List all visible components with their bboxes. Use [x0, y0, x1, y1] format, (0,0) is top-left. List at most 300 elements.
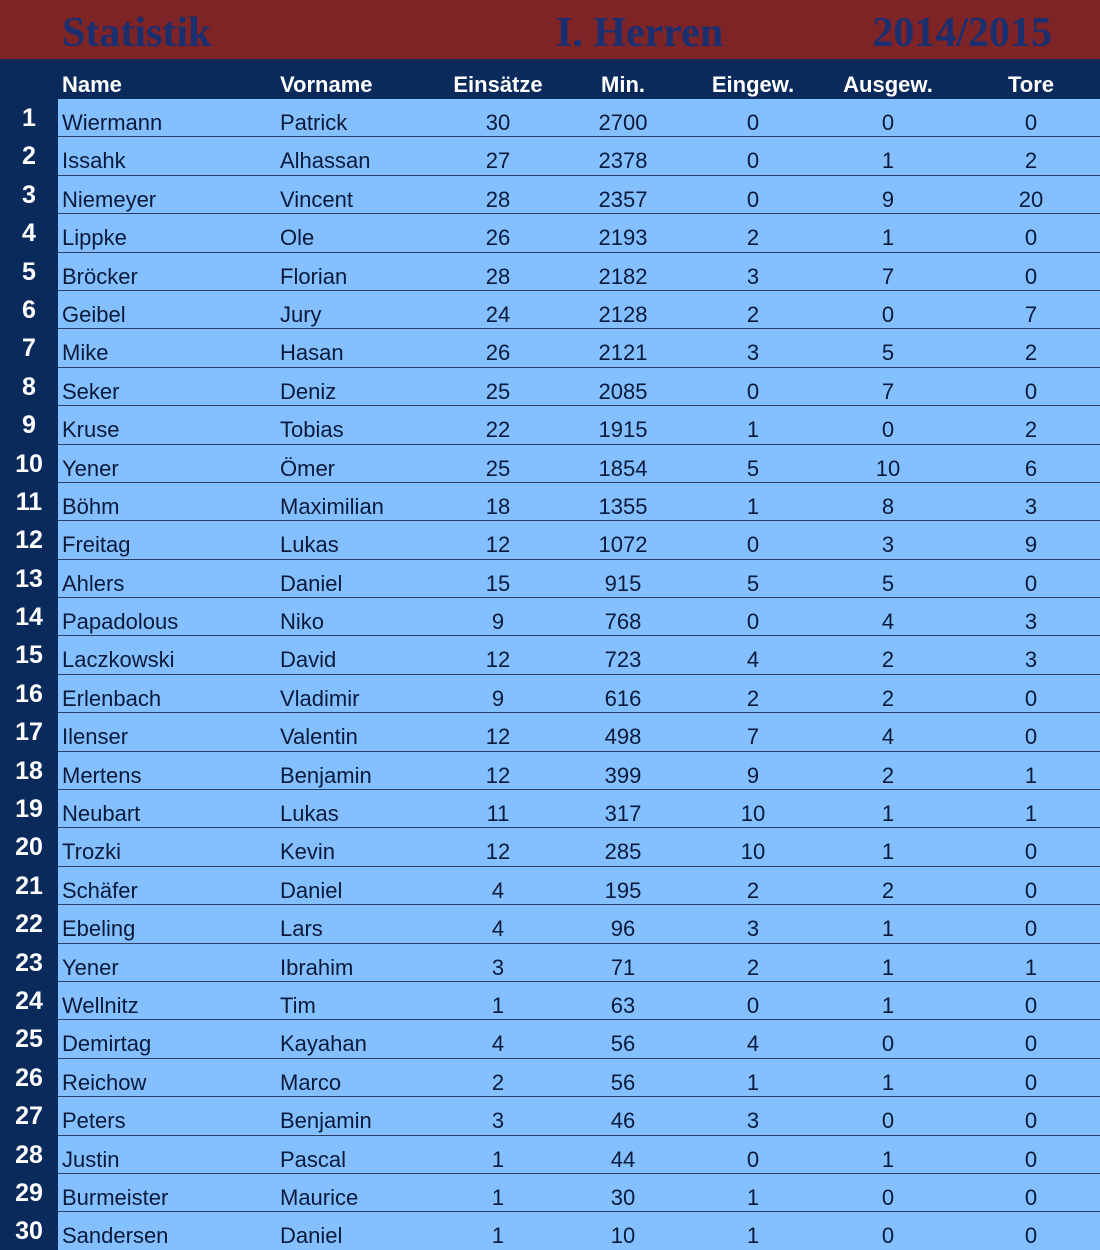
row-data: [58, 291, 1100, 329]
table-row: [0, 291, 1100, 329]
season-label: 2014/2015: [872, 10, 1052, 56]
minutes-cell: 56: [610, 1031, 636, 1057]
player-last-name: Trozki: [62, 839, 122, 865]
minutes-cell: 498: [604, 724, 642, 750]
subbed-out-cell: 0: [881, 1108, 895, 1134]
row-data: [58, 713, 1100, 751]
subbed-out-cell: 1: [881, 225, 895, 251]
table-row: [0, 483, 1100, 521]
appearances-cell: 27: [485, 148, 511, 174]
row-rank: 11: [0, 483, 58, 521]
table-row: [0, 944, 1100, 982]
minutes-cell: 2357: [598, 186, 648, 212]
goals-cell: 0: [1024, 877, 1038, 903]
row-data: [58, 99, 1100, 137]
player-first-name: Tim: [280, 992, 316, 1018]
appearances-cell: 1: [491, 1223, 505, 1249]
row-data: [58, 1097, 1100, 1135]
subbed-out-cell: 1: [881, 1146, 895, 1172]
player-last-name: Laczkowski: [62, 647, 175, 673]
subbed-in-cell: 7: [746, 724, 760, 750]
goals-cell: 0: [1024, 1108, 1038, 1134]
minutes-cell: 768: [604, 609, 642, 635]
table-row: [0, 99, 1100, 137]
subbed-in-cell: 1: [746, 493, 760, 519]
subbed-in-cell: 0: [746, 110, 760, 135]
player-first-name: Kevin: [280, 839, 336, 865]
column-header-name: Name: [62, 72, 122, 97]
minutes-cell: 1355: [598, 493, 648, 519]
player-first-name: Niko: [280, 609, 325, 635]
row-data: [58, 828, 1100, 866]
appearances-cell: 3: [491, 1108, 505, 1134]
minutes-cell: 285: [604, 839, 642, 865]
row-rank: 4: [0, 214, 58, 252]
appearances-cell: 12: [485, 839, 511, 865]
row-rank: 12: [0, 521, 58, 559]
goals-cell: 7: [1024, 301, 1038, 327]
row-rank: 1: [0, 99, 58, 137]
table-row: [0, 982, 1100, 1020]
player-first-name: Daniel: [280, 570, 343, 596]
table-row: [0, 905, 1100, 943]
player-last-name: Yener: [62, 954, 119, 980]
minutes-cell: 1915: [598, 417, 648, 443]
player-last-name: Sandersen: [62, 1223, 169, 1249]
appearances-cell: 1: [491, 1146, 505, 1172]
player-first-name: Ibrahim: [280, 954, 354, 980]
minutes-cell: 399: [604, 762, 642, 788]
subbed-out-cell: 5: [881, 570, 895, 596]
table-row: [0, 176, 1100, 214]
row-data: [58, 253, 1100, 291]
minutes-cell: 2121: [598, 340, 648, 366]
minutes-cell: 2193: [598, 225, 648, 251]
appearances-cell: 4: [491, 1031, 505, 1057]
table-row: [0, 1059, 1100, 1097]
subbed-out-cell: 0: [881, 1223, 895, 1249]
row-data: [58, 944, 1100, 982]
goals-cell: 3: [1024, 647, 1038, 673]
player-first-name: Benjamin: [280, 762, 372, 788]
player-last-name: Issahk: [62, 148, 126, 174]
table-row: [0, 253, 1100, 291]
appearances-cell: 12: [485, 724, 511, 750]
player-first-name: Lars: [280, 916, 323, 942]
player-first-name: Jury: [280, 301, 322, 327]
goals-cell: 1: [1024, 762, 1038, 788]
player-first-name: Maurice: [280, 1184, 359, 1210]
minutes-cell: 10: [610, 1223, 636, 1249]
player-first-name: Lukas: [280, 801, 339, 827]
player-last-name: Kruse: [62, 417, 120, 443]
row-data: [58, 598, 1100, 636]
player-last-name: Ebeling: [62, 916, 136, 942]
row-rank: 25: [0, 1020, 58, 1058]
subbed-in-cell: 0: [746, 992, 760, 1018]
goals-cell: 0: [1024, 839, 1038, 865]
row-rank: 8: [0, 368, 58, 406]
table-row: [0, 1097, 1100, 1135]
subbed-in-cell: 9: [746, 762, 760, 788]
subbed-in-cell: 0: [746, 148, 760, 174]
appearances-cell: 15: [485, 570, 511, 596]
appearances-cell: 25: [485, 378, 511, 404]
row-data: [58, 521, 1100, 559]
table-row: [0, 752, 1100, 790]
player-first-name: Pascal: [280, 1146, 347, 1172]
appearances-cell: 2: [491, 1069, 505, 1095]
table-row: [0, 636, 1100, 674]
row-rank: 24: [0, 982, 58, 1020]
row-data: [58, 675, 1100, 713]
row-data: [58, 445, 1100, 483]
subbed-out-cell: 4: [881, 609, 895, 635]
row-data: [58, 137, 1100, 175]
row-data: [58, 329, 1100, 367]
row-data: [58, 406, 1100, 444]
appearances-cell: 26: [485, 225, 511, 251]
row-data: [58, 368, 1100, 406]
minutes-cell: 2700: [598, 110, 648, 135]
subbed-out-cell: 2: [881, 685, 895, 711]
appearances-cell: 3: [491, 954, 505, 980]
subbed-in-cell: 10: [740, 839, 766, 865]
subbed-out-cell: 2: [881, 647, 895, 673]
player-first-name: Daniel: [280, 1223, 343, 1249]
row-data: [58, 483, 1100, 521]
row-data: [58, 905, 1100, 943]
player-first-name: Valentin: [280, 724, 358, 750]
goals-cell: 2: [1024, 148, 1038, 174]
appearances-cell: 11: [486, 801, 510, 827]
table-row: [0, 445, 1100, 483]
goals-cell: 0: [1024, 1184, 1038, 1210]
minutes-cell: 56: [610, 1069, 636, 1095]
subbed-out-cell: 1: [881, 148, 895, 174]
column-header-ausgew: Ausgew.: [843, 72, 933, 97]
row-rank: 6: [0, 291, 58, 329]
subbed-in-cell: 10: [740, 801, 766, 827]
goals-cell: 0: [1024, 685, 1038, 711]
appearances-cell: 26: [485, 340, 511, 366]
row-data: [58, 214, 1100, 252]
row-rank: 9: [0, 406, 58, 444]
appearances-cell: 4: [491, 916, 505, 942]
subbed-out-cell: 1: [881, 1069, 895, 1095]
player-first-name: Lukas: [280, 532, 339, 558]
goals-cell: 2: [1024, 417, 1038, 443]
minutes-cell: 30: [610, 1184, 636, 1210]
table-row: [0, 521, 1100, 559]
subbed-out-cell: 2: [881, 877, 895, 903]
player-last-name: Reichow: [62, 1069, 147, 1095]
appearances-cell: 9: [491, 685, 505, 711]
player-last-name: Mertens: [62, 762, 142, 788]
player-last-name: Justin: [62, 1146, 120, 1172]
goals-cell: 0: [1024, 263, 1038, 289]
player-first-name: Vincent: [280, 186, 353, 212]
row-rank: 21: [0, 867, 58, 905]
row-rank: 30: [0, 1212, 58, 1250]
subbed-out-cell: 10: [875, 455, 901, 481]
player-last-name: Peters: [62, 1108, 126, 1134]
table-row: [0, 598, 1100, 636]
minutes-cell: 195: [604, 877, 642, 903]
appearances-cell: 4: [491, 877, 505, 903]
player-last-name: Geibel: [62, 301, 126, 327]
row-data: [58, 982, 1100, 1020]
player-last-name: Erlenbach: [62, 685, 162, 711]
subbed-out-cell: 0: [881, 417, 895, 443]
subbed-in-cell: 0: [746, 378, 760, 404]
table-row: [0, 560, 1100, 598]
player-first-name: Ömer: [280, 455, 335, 481]
goals-cell: 3: [1024, 493, 1038, 519]
table-row: [0, 1020, 1100, 1058]
player-last-name: Ilenser: [62, 724, 129, 750]
minutes-cell: 1854: [598, 455, 648, 481]
player-first-name: Patrick: [280, 110, 348, 135]
appearances-cell: 12: [485, 647, 511, 673]
player-first-name: Maximilian: [280, 493, 384, 519]
column-header-min: Min.: [601, 72, 645, 97]
row-data: [58, 176, 1100, 214]
player-first-name: Daniel: [280, 877, 343, 903]
row-rank: 26: [0, 1059, 58, 1097]
subbed-in-cell: 1: [746, 1069, 760, 1095]
goals-cell: 0: [1024, 1031, 1038, 1057]
table-row: [0, 828, 1100, 866]
subbed-in-cell: 0: [746, 532, 760, 558]
subbed-in-cell: 0: [746, 1146, 760, 1172]
player-last-name: Burmeister: [62, 1184, 169, 1210]
row-rank: 14: [0, 598, 58, 636]
row-rank: 29: [0, 1174, 58, 1212]
row-rank: 5: [0, 253, 58, 291]
player-first-name: Deniz: [280, 378, 337, 404]
player-first-name: Hasan: [280, 340, 344, 366]
goals-cell: 0: [1024, 225, 1038, 251]
goals-cell: 20: [1018, 186, 1044, 212]
player-last-name: Böhm: [62, 493, 120, 519]
subbed-out-cell: 5: [881, 340, 895, 366]
goals-cell: 0: [1024, 110, 1038, 135]
table-row: [0, 329, 1100, 367]
subbed-out-cell: 1: [881, 954, 895, 980]
subbed-out-cell: 7: [881, 263, 895, 289]
appearances-cell: 1: [491, 1184, 505, 1210]
row-data: [58, 1059, 1100, 1097]
minutes-cell: 2182: [598, 263, 648, 289]
team-name: I. Herren: [556, 10, 724, 56]
row-data: [58, 790, 1100, 828]
subbed-out-cell: 8: [881, 493, 895, 519]
table-row: [0, 214, 1100, 252]
goals-cell: 0: [1024, 570, 1038, 596]
subbed-in-cell: 2: [746, 685, 760, 711]
player-last-name: Bröcker: [62, 263, 138, 289]
row-data: [58, 752, 1100, 790]
table-row: [0, 406, 1100, 444]
table-row: [0, 713, 1100, 751]
subbed-out-cell: 1: [881, 801, 895, 827]
subbed-in-cell: 2: [746, 877, 760, 903]
goals-cell: 0: [1024, 1146, 1038, 1172]
minutes-cell: 1072: [598, 532, 648, 558]
minutes-cell: 46: [610, 1108, 636, 1134]
table-body: [0, 99, 1100, 1250]
subbed-out-cell: 1: [881, 839, 895, 865]
goals-cell: 1: [1024, 954, 1038, 980]
table-row: [0, 675, 1100, 713]
row-rank: 10: [0, 445, 58, 483]
minutes-cell: 2128: [598, 301, 648, 327]
minutes-cell: 317: [604, 801, 642, 827]
player-last-name: Ahlers: [62, 570, 125, 596]
appearances-cell: 24: [485, 301, 511, 327]
subbed-out-cell: 2: [881, 762, 895, 788]
row-rank: 27: [0, 1097, 58, 1135]
subbed-in-cell: 4: [746, 647, 760, 673]
player-first-name: Marco: [280, 1069, 342, 1095]
appearances-cell: 28: [485, 263, 511, 289]
subbed-in-cell: 1: [746, 1223, 760, 1249]
goals-cell: 2: [1024, 340, 1038, 366]
table-row: [0, 867, 1100, 905]
player-last-name: Niemeyer: [62, 186, 157, 212]
player-last-name: Seker: [62, 378, 120, 404]
row-rank: 20: [0, 828, 58, 866]
goals-cell: 0: [1024, 378, 1038, 404]
subbed-in-cell: 1: [746, 417, 760, 443]
row-data: [58, 1174, 1100, 1212]
appearances-cell: 18: [485, 493, 511, 519]
column-header-einsaetze: Einsätze: [453, 72, 543, 97]
goals-cell: 6: [1024, 455, 1038, 481]
subbed-in-cell: 5: [746, 570, 760, 596]
subbed-in-cell: 3: [746, 263, 760, 289]
row-rank: 3: [0, 176, 58, 214]
minutes-cell: 96: [610, 916, 636, 942]
row-rank: 17: [0, 713, 58, 751]
subbed-out-cell: 1: [881, 992, 895, 1018]
player-first-name: Benjamin: [280, 1108, 372, 1134]
goals-cell: 0: [1024, 724, 1038, 750]
minutes-cell: 616: [604, 685, 642, 711]
player-first-name: Ole: [280, 225, 315, 251]
subbed-in-cell: 1: [746, 1184, 760, 1210]
appearances-cell: 25: [485, 455, 511, 481]
appearances-cell: 9: [491, 609, 505, 635]
table-row: [0, 1136, 1100, 1174]
goals-cell: 1: [1024, 801, 1038, 827]
row-rank: 22: [0, 905, 58, 943]
subbed-out-cell: 0: [881, 301, 895, 327]
row-rank: 2: [0, 137, 58, 175]
appearances-cell: 1: [491, 992, 505, 1018]
row-data: [58, 1212, 1100, 1250]
row-data: [58, 560, 1100, 598]
subbed-out-cell: 0: [881, 110, 895, 135]
row-rank: 28: [0, 1136, 58, 1174]
player-first-name: Vladimir: [280, 685, 360, 711]
goals-cell: 0: [1024, 992, 1038, 1018]
row-rank: 19: [0, 790, 58, 828]
player-first-name: Alhassan: [280, 148, 371, 174]
row-rank: 23: [0, 944, 58, 982]
appearances-cell: 30: [485, 110, 511, 135]
goals-cell: 0: [1024, 916, 1038, 942]
row-data: [58, 867, 1100, 905]
subbed-in-cell: 0: [746, 186, 760, 212]
minutes-cell: 723: [604, 647, 642, 673]
subbed-in-cell: 5: [746, 455, 760, 481]
player-last-name: Wiermann: [62, 110, 163, 135]
subbed-out-cell: 0: [881, 1184, 895, 1210]
subbed-in-cell: 2: [746, 301, 760, 327]
player-first-name: Tobias: [280, 417, 344, 443]
table-row: [0, 1174, 1100, 1212]
table-row: [0, 1212, 1100, 1250]
subbed-out-cell: 3: [881, 532, 895, 558]
player-last-name: Lippke: [62, 225, 127, 251]
player-last-name: Wellnitz: [62, 992, 139, 1018]
goals-cell: 3: [1024, 609, 1038, 635]
column-header-tore: Tore: [1007, 72, 1055, 97]
player-last-name: Freitag: [62, 532, 131, 558]
minutes-cell: 71: [610, 954, 636, 980]
goals-cell: 0: [1024, 1069, 1038, 1095]
row-data: [58, 1136, 1100, 1174]
player-last-name: Neubart: [62, 801, 141, 827]
player-last-name: Mike: [62, 340, 109, 366]
subbed-out-cell: 9: [881, 186, 895, 212]
row-data: [58, 636, 1100, 674]
subbed-out-cell: 1: [881, 916, 895, 942]
sheet-title: Statistik: [62, 10, 212, 56]
column-header-eingew: Eingew.: [711, 72, 795, 97]
minutes-cell: 2378: [598, 148, 648, 174]
appearances-cell: 12: [485, 762, 511, 788]
player-first-name: Kayahan: [280, 1031, 367, 1057]
row-rank: 16: [0, 675, 58, 713]
table-header: [0, 59, 1100, 99]
subbed-in-cell: 3: [746, 1108, 760, 1134]
player-first-name: David: [280, 647, 337, 673]
row-rank: 18: [0, 752, 58, 790]
subbed-in-cell: 4: [746, 1031, 760, 1057]
row-rank: 7: [0, 329, 58, 367]
player-last-name: Schäfer: [62, 877, 138, 903]
player-last-name: Yener: [62, 455, 119, 481]
minutes-cell: 63: [610, 992, 636, 1018]
subbed-in-cell: 2: [746, 954, 760, 980]
appearances-cell: 12: [485, 532, 511, 558]
row-rank: 15: [0, 636, 58, 674]
column-header-vorname: Vorname: [280, 72, 373, 97]
player-last-name: Papadolous: [62, 609, 179, 635]
title-bar: [0, 0, 1100, 59]
goals-cell: 9: [1024, 532, 1038, 558]
subbed-in-cell: 0: [746, 609, 760, 635]
table-row: [0, 368, 1100, 406]
player-first-name: Florian: [280, 263, 348, 289]
minutes-cell: 915: [604, 570, 642, 596]
row-rank: 13: [0, 560, 58, 598]
minutes-cell: 2085: [598, 378, 648, 404]
row-data: [58, 1020, 1100, 1058]
